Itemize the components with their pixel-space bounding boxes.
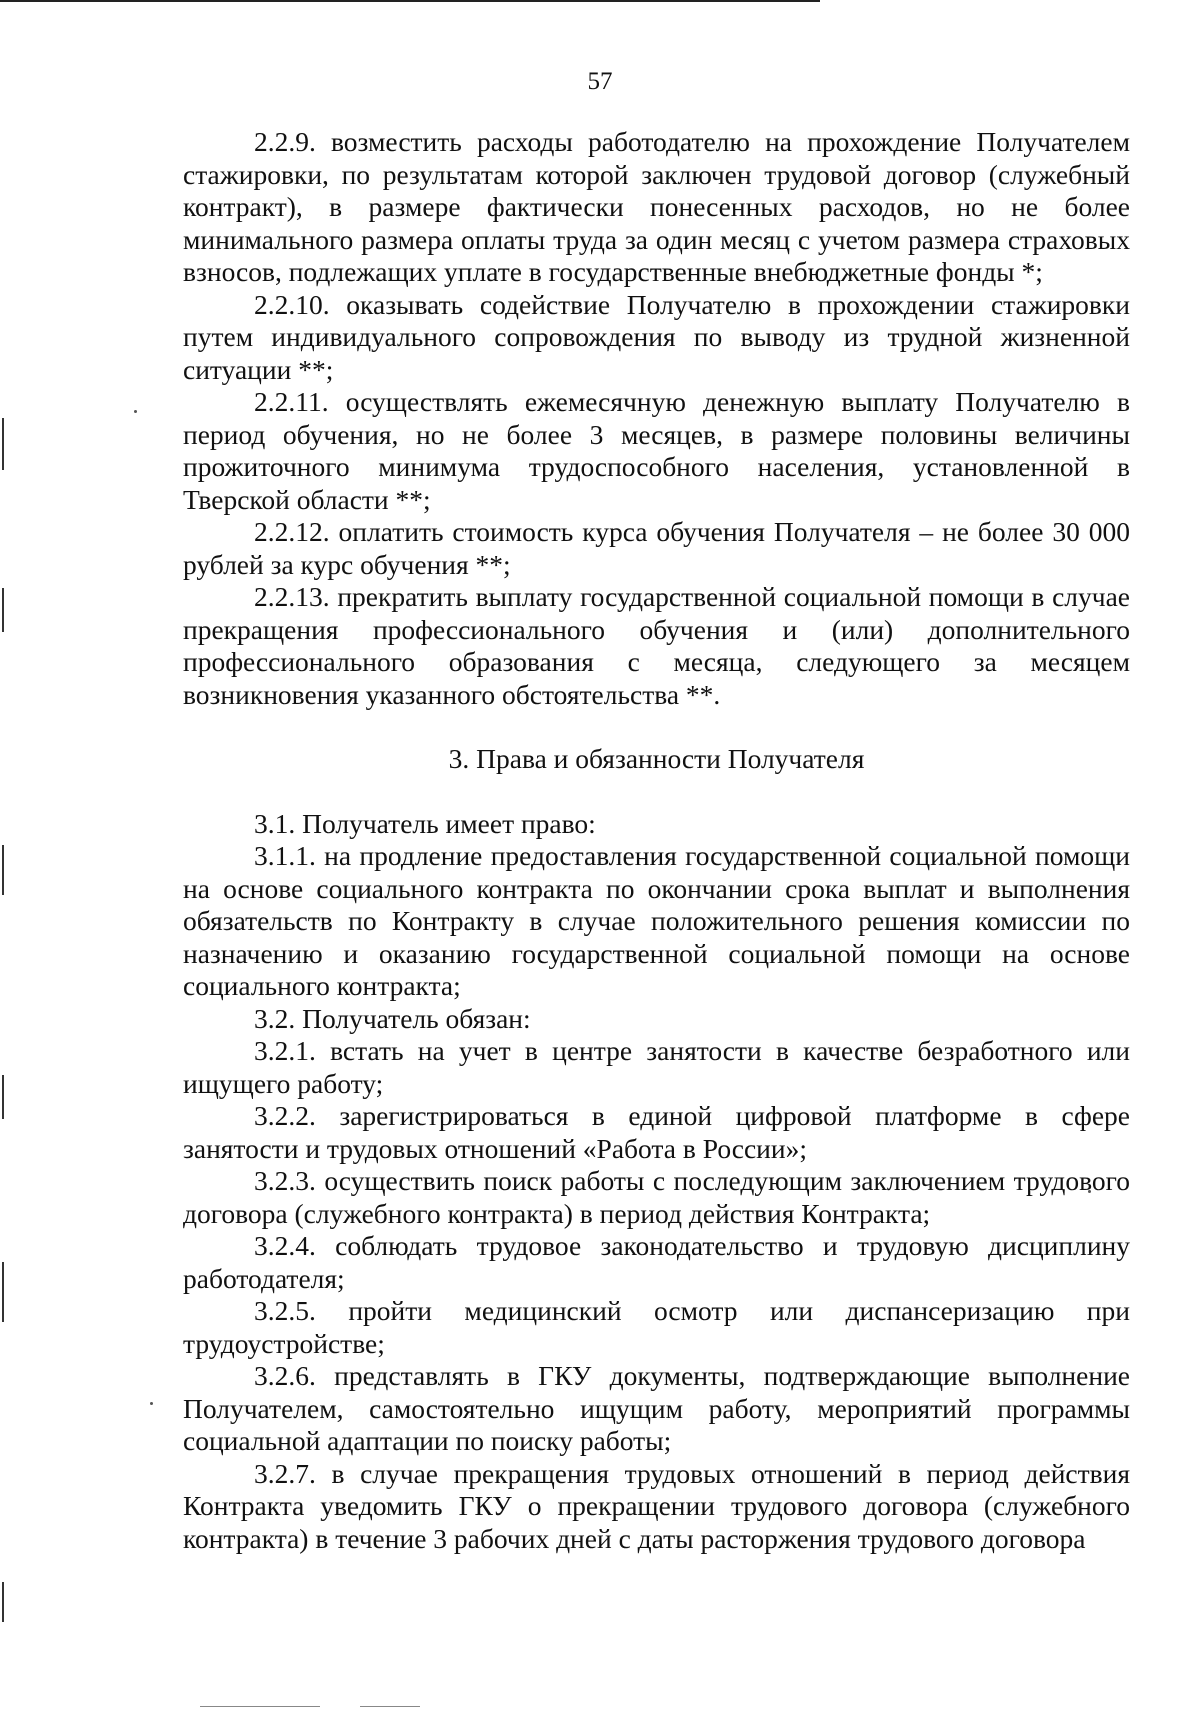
clause-3-2-4: 3.2.4. соблюдать трудовое законодательство и трудовую дисциплину работодателя; [183, 1230, 1130, 1294]
clause-2-2-11: 2.2.11. осуществлять ежемесячную денежную выплату Получателю в период обучения, но не более 3 месяцев, в размере половины величины прожиточного минимума трудоспособного населения, установленной в Тверской области **; [183, 386, 1130, 515]
clause-3-2-7: 3.2.7. в случае прекращения трудовых отношений в период действия Контракта уведомить ГКУ о прекращении трудового договора (служебного контракта) в течение 3 рабочих дней с даты расторжения трудового договора [183, 1457, 1130, 1554]
clause-3-2-5: 3.2.5. пройти медицинский осмотр или диспансеризацию при трудоустройстве; [183, 1295, 1130, 1359]
scan-top-edge-line [0, 0, 820, 2]
scan-bottom-dash [360, 1706, 420, 1707]
scan-mark [2, 1582, 4, 1622]
clause-2-2-12: 2.2.12. оплатить стоимость курса обучения Получателя – не более 30 000 рублей за курс обучения **; [183, 516, 1130, 580]
clause-3-2-6: 3.2.6. представлять в ГКУ документы, подтверждающие выполнение Получателем, самостоятельно ищущим работу, мероприятий программы социальной адаптации по поиску работы; [183, 1360, 1130, 1456]
scan-mark [2, 418, 4, 470]
clause-2-2-10: 2.2.10. оказывать содействие Получателю в прохождении стажировки путем индивидуального сопровождения по выводу из трудной жизненной ситуации **; [183, 288, 1130, 385]
clause-3-2-1: 3.2.1. встать на учет в центре занятости в качестве безработного или ищущего работу; [183, 1035, 1130, 1099]
clause-2-2-13: 2.2.13. прекратить выплату государственной социальной помощи в случае прекращения профессионального обучения и (или) дополнительного профессионального образования с месяца, следующего за месяцем возникновения указанного обстоятельства **. [183, 581, 1130, 710]
scan-mark [2, 1262, 4, 1322]
scan-mark [2, 588, 4, 632]
clause-3-2-3: 3.2.3. осуществить поиск работы с последующим заключением трудового договора (служебного контракта) в период действия Контракта; [183, 1165, 1130, 1229]
clause-3-1: 3.1. Получатель имеет право: [254, 807, 596, 839]
clause-3-2-2: 3.2.2. зарегистрироваться в единой цифровой платформе в сфере занятости и трудовых отношений «Работа в России»; [183, 1100, 1130, 1164]
page-number: 57 [587, 68, 613, 95]
scan-mark [2, 1075, 4, 1119]
clause-2-2-9: 2.2.9. возместить расходы работодателю на прохождение Получателем стажировки, по результатам которой заключен трудовой договор (служебный контракт), в размере фактически понесенных расходов, но не более минимального размера оплаты труда за один месяц с учетом размера страховых взносов, подлежащих уплате в государственные внебюджетные фонды *; [183, 126, 1130, 287]
scan-speck [150, 1402, 153, 1405]
scan-mark [2, 845, 4, 895]
clause-3-1-1: 3.1.1. на продление предоставления государственной социальной помощи на основе социального контракта по окончании срока выплат и выполнения обязательств по Контракту в случае положительного решения комиссии по назначению и оказанию государственной социальной помощи на основе социального контракта; [183, 840, 1130, 1001]
scan-speck [134, 410, 137, 413]
section-heading: 3. Права и обязанности Получателя [448, 743, 865, 774]
document-body [183, 126, 1130, 1555]
clause-3-2: 3.2. Получатель обязан: [254, 1002, 531, 1034]
scan-bottom-dash [200, 1706, 320, 1707]
